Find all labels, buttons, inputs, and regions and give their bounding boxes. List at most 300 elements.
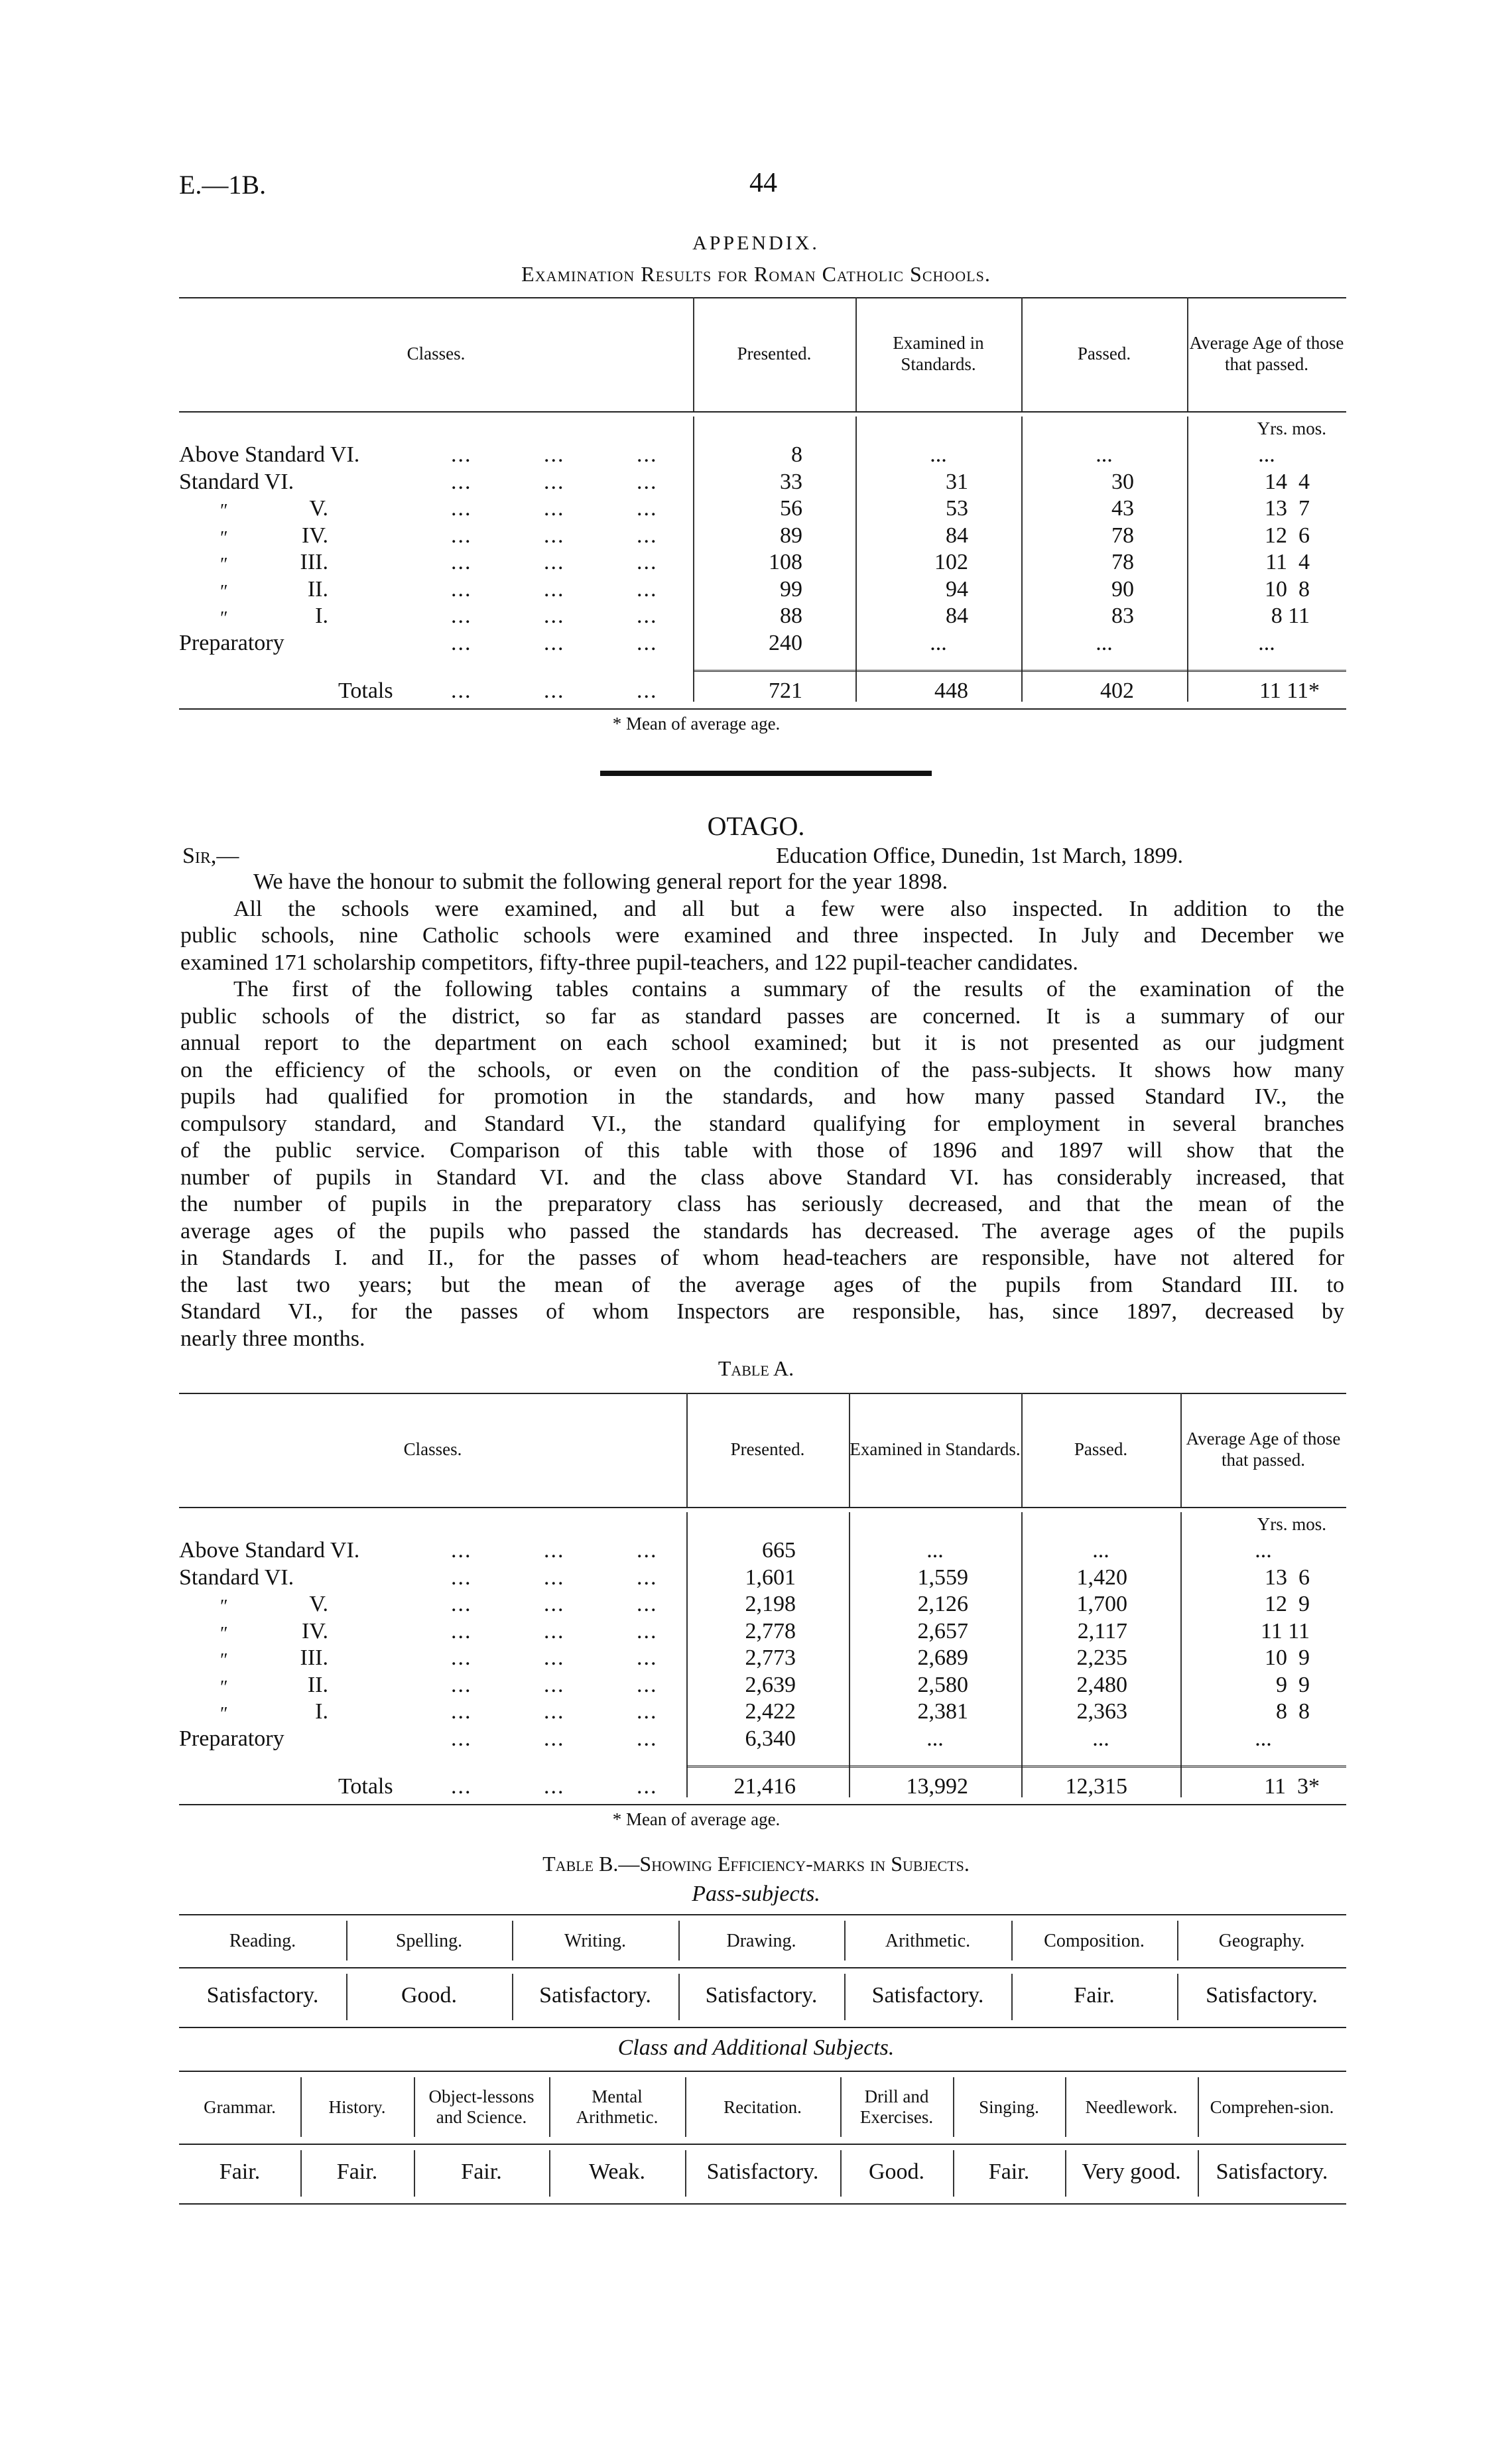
column-header-examined: Examined in Standards. bbox=[893, 333, 984, 374]
column-divider bbox=[678, 1974, 680, 2020]
cell-age: 12 9 bbox=[1265, 1592, 1310, 1616]
salutation: Sir,— bbox=[182, 844, 239, 868]
column-divider bbox=[953, 2077, 954, 2137]
column-header-average-age: Average Age of those that passed. bbox=[1186, 1429, 1341, 1470]
cell-passed: 2,117 bbox=[1077, 1618, 1127, 1643]
paragraph-line: examined 171 scholarship competitors, fifty-three pupil-teachers, and 122 pupil-teacher candidates. bbox=[180, 950, 1078, 975]
report-body bbox=[180, 869, 1344, 1352]
cell-passed: 2,480 bbox=[1076, 1672, 1127, 1697]
footnote: * Mean of average age. bbox=[612, 1809, 781, 1829]
leader-dots: ... bbox=[451, 1565, 472, 1590]
class-label: II. bbox=[307, 1672, 328, 1697]
cell-examined: 2,580 bbox=[917, 1672, 968, 1697]
leader-dots: ... bbox=[544, 1618, 565, 1643]
leader-dots: ... bbox=[637, 576, 658, 602]
efficiency-mark: Satisfactory. bbox=[871, 1983, 984, 2008]
subject-header: Needlework. bbox=[1085, 2096, 1178, 2117]
paragraph-line: compulsory standard, and Standard VI., the standard qualifying for employment in several branches bbox=[180, 1111, 1344, 1136]
cell-age: ... bbox=[1255, 1726, 1272, 1751]
column-divider bbox=[844, 1921, 846, 1961]
column-divider bbox=[685, 2077, 686, 2137]
column-divider bbox=[844, 1974, 846, 2020]
total-passed: 402 bbox=[1100, 678, 1134, 703]
leader-dots: ... bbox=[637, 550, 658, 574]
leader-dots: ... bbox=[637, 604, 658, 628]
column-divider bbox=[849, 1393, 850, 1507]
subject-header: Geography. bbox=[1218, 1930, 1305, 1951]
leader-dots: ... bbox=[637, 630, 658, 655]
cell-passed: 83 bbox=[1111, 604, 1134, 628]
leader-dots: ... bbox=[544, 1699, 565, 1724]
cell-age: 10 8 bbox=[1265, 576, 1310, 602]
totals-label: Totals bbox=[338, 1774, 393, 1799]
column-divider bbox=[1180, 1393, 1182, 1507]
column-divider bbox=[693, 297, 694, 411]
paragraph-line: of the public service. Comparison of this table with those of 1896 and 1897 will show that the bbox=[180, 1138, 1344, 1163]
cell-presented: 6,340 bbox=[745, 1726, 796, 1751]
cell-age: 11 4 bbox=[1265, 550, 1310, 574]
leader-dots: ... bbox=[637, 1618, 658, 1643]
leader-dots: ... bbox=[544, 1774, 565, 1799]
efficiency-mark: Good. bbox=[868, 2159, 925, 2184]
leader-dots: ... bbox=[544, 630, 565, 655]
total-presented: 21,416 bbox=[733, 1774, 796, 1799]
cell-age: 8 11 bbox=[1271, 604, 1310, 628]
cell-age: 10 9 bbox=[1265, 1645, 1310, 1670]
efficiency-mark: Weak. bbox=[588, 2159, 646, 2184]
cell-examined: ... bbox=[926, 1726, 944, 1751]
leader-dots: ... bbox=[451, 550, 472, 574]
subject-header: Drill and Exercises. bbox=[859, 2087, 934, 2127]
class-label: III. bbox=[300, 1645, 328, 1670]
subject-header: Singing. bbox=[979, 2096, 1039, 2117]
efficiency-mark: Satisfactory. bbox=[206, 1983, 319, 2008]
table-row bbox=[179, 1645, 1346, 1671]
class-label: IV. bbox=[302, 1618, 328, 1643]
cell-examined: ... bbox=[930, 442, 947, 467]
header-rule bbox=[179, 1967, 1346, 1968]
subject-header: Recitation. bbox=[724, 2096, 802, 2117]
paragraph-line: annual report to the department on each school examined; but it is not presented as our judgment bbox=[180, 1031, 1344, 1055]
letter-address-date: Education Office, Dunedin, 1st March, 1899. bbox=[776, 844, 1184, 868]
ditto-mark: ″ bbox=[220, 1704, 228, 1724]
class-label: IV. bbox=[302, 523, 328, 548]
leader-dots: ... bbox=[451, 442, 472, 467]
class-label: Preparatory bbox=[179, 1726, 284, 1751]
cell-examined: 84 bbox=[946, 523, 968, 548]
table-top-rule bbox=[179, 1914, 1346, 1915]
total-presented: 721 bbox=[769, 678, 802, 703]
leader-dots: ... bbox=[637, 1726, 658, 1751]
leader-dots: ... bbox=[544, 678, 565, 703]
leader-dots: ... bbox=[451, 630, 472, 655]
subject-header: History. bbox=[328, 2096, 386, 2117]
column-divider bbox=[1198, 2077, 1199, 2137]
leader-dots: ... bbox=[544, 496, 565, 521]
column-divider bbox=[1021, 297, 1023, 411]
cell-presented: 2,198 bbox=[745, 1592, 796, 1616]
ditto-mark: ″ bbox=[220, 1623, 228, 1644]
pass-subjects-heading: Pass-subjects. bbox=[692, 1882, 820, 1906]
cell-presented: 2,639 bbox=[745, 1672, 796, 1697]
class-label: II. bbox=[307, 576, 328, 602]
ditto-mark: ″ bbox=[220, 527, 228, 548]
ditto-mark: ″ bbox=[220, 501, 228, 521]
efficiency-mark: Satisfactory. bbox=[539, 1983, 651, 2008]
leader-dots: ... bbox=[637, 1592, 658, 1616]
paragraph-line: in Standards I. and II., for the passes of whom head-teachers are responsible, have not altered for bbox=[180, 1246, 1344, 1270]
cell-examined: 2,381 bbox=[917, 1699, 968, 1724]
leader-dots: ... bbox=[637, 678, 658, 703]
leader-dots: ... bbox=[637, 1645, 658, 1670]
cell-passed: ... bbox=[1096, 630, 1113, 655]
total-age: 11 3* bbox=[1264, 1774, 1320, 1799]
cell-examined: ... bbox=[926, 1538, 944, 1563]
paragraph-line: All the schools were examined, and all but a few were also inspected. In addition to the bbox=[233, 896, 1344, 921]
column-divider bbox=[1198, 2150, 1199, 2197]
cell-age: 14 4 bbox=[1265, 469, 1310, 494]
column-divider bbox=[840, 2150, 842, 2197]
table-bottom-rule bbox=[179, 708, 1346, 710]
table-row bbox=[179, 1591, 1346, 1618]
totals-rule bbox=[686, 1766, 1346, 1768]
column-divider bbox=[512, 1974, 513, 2020]
cell-presented: 56 bbox=[780, 496, 802, 521]
subject-header: Composition. bbox=[1044, 1930, 1145, 1951]
table-a-title: Table A. bbox=[718, 1356, 794, 1380]
column-header-examined: Examined in Standards. bbox=[850, 1439, 1021, 1459]
efficiency-mark: Fair. bbox=[1074, 1983, 1115, 2008]
leader-dots: ... bbox=[451, 678, 472, 703]
table-row bbox=[179, 1537, 1346, 1564]
cell-age: 11 11 bbox=[1261, 1618, 1310, 1643]
leader-dots: ... bbox=[544, 1538, 565, 1563]
column-divider bbox=[549, 2150, 550, 2197]
column-divider bbox=[346, 1974, 347, 2020]
efficiency-mark: Satisfactory. bbox=[705, 1983, 818, 2008]
leader-dots: ... bbox=[544, 442, 565, 467]
column-divider bbox=[549, 2077, 550, 2137]
cell-passed: ... bbox=[1092, 1538, 1109, 1563]
table-row bbox=[179, 1726, 1346, 1752]
cell-passed: 1,420 bbox=[1076, 1565, 1127, 1590]
column-divider bbox=[300, 2077, 302, 2137]
column-divider bbox=[1177, 1921, 1178, 1961]
subject-header: Arithmetic. bbox=[885, 1930, 971, 1951]
leader-dots: ... bbox=[451, 1774, 472, 1799]
cell-age: 9 9 bbox=[1276, 1672, 1310, 1697]
table-row bbox=[179, 1565, 1346, 1591]
cell-age: 12 6 bbox=[1265, 523, 1310, 548]
totals-label: Totals bbox=[338, 678, 393, 703]
leader-dots: ... bbox=[544, 1672, 565, 1697]
leader-dots: ... bbox=[544, 1565, 565, 1590]
class-label: Above Standard VI. bbox=[179, 442, 360, 467]
leader-dots: ... bbox=[544, 1592, 565, 1616]
table-row bbox=[179, 549, 1346, 576]
cell-examined: 2,126 bbox=[917, 1592, 968, 1616]
column-header-passed: Passed. bbox=[1074, 1439, 1128, 1459]
units-label: Yrs. mos. bbox=[1257, 1514, 1326, 1534]
header-rule bbox=[179, 411, 1346, 413]
class-label: I. bbox=[315, 1699, 328, 1724]
ditto-mark: ″ bbox=[220, 1677, 228, 1698]
table-row bbox=[179, 495, 1346, 522]
cell-examined: 84 bbox=[946, 604, 968, 628]
column-header-classes: Classes. bbox=[403, 1439, 462, 1459]
leader-dots: ... bbox=[451, 576, 472, 602]
ditto-mark: ″ bbox=[220, 554, 228, 575]
paragraph-line: the number of pupils in the preparatory class has seriously decreased, and that the mean of the bbox=[180, 1192, 1344, 1216]
column-divider bbox=[414, 2077, 415, 2137]
table-row bbox=[179, 1672, 1346, 1699]
cell-presented: 1,601 bbox=[745, 1565, 796, 1590]
cell-age: 8 8 bbox=[1276, 1699, 1310, 1724]
paragraph-line: The first of the following tables contains a summary of the results of the examination of the bbox=[233, 977, 1344, 1001]
cell-examined: 1,559 bbox=[917, 1565, 968, 1590]
paragraph-line: nearly three months. bbox=[180, 1326, 365, 1351]
subject-header: Writing. bbox=[564, 1930, 626, 1951]
class-label: V. bbox=[309, 1592, 328, 1616]
cell-examined: 53 bbox=[946, 496, 968, 521]
ditto-mark: ″ bbox=[220, 1596, 228, 1617]
cell-presented: 33 bbox=[780, 469, 802, 494]
paragraph-line: number of pupils in Standard VI. and the class above Standard VI. has considerably increased, that bbox=[180, 1165, 1344, 1190]
table-bottom-rule bbox=[179, 1804, 1346, 1805]
table-row bbox=[179, 630, 1346, 657]
paragraph-line: We have the honour to submit the following general report for the year 1898. bbox=[253, 869, 948, 894]
units-label: Yrs. mos. bbox=[1257, 418, 1326, 438]
leader-dots: ... bbox=[451, 1726, 472, 1751]
column-divider bbox=[840, 2077, 842, 2137]
leader-dots: ... bbox=[451, 1618, 472, 1643]
subject-header: Reading. bbox=[229, 1930, 296, 1951]
subject-header: Object-lessons and Science. bbox=[428, 2087, 535, 2127]
ditto-mark: ″ bbox=[220, 1650, 228, 1671]
cell-passed: 2,363 bbox=[1076, 1699, 1127, 1724]
table-row bbox=[179, 603, 1346, 629]
efficiency-mark: Fair. bbox=[336, 2159, 378, 2184]
appendix-title: Examination Results for Roman Catholic Schools. bbox=[521, 262, 991, 286]
leader-dots: ... bbox=[544, 604, 565, 628]
subject-header: Drawing. bbox=[726, 1930, 796, 1951]
leader-dots: ... bbox=[637, 442, 658, 467]
efficiency-mark: Satisfactory. bbox=[706, 2159, 819, 2184]
leader-dots: ... bbox=[544, 550, 565, 574]
class-label: V. bbox=[309, 496, 328, 521]
column-divider bbox=[414, 2150, 415, 2197]
column-divider bbox=[1021, 1393, 1023, 1507]
column-divider bbox=[685, 2150, 686, 2197]
efficiency-mark: Very good. bbox=[1082, 2159, 1181, 2184]
column-divider bbox=[678, 1921, 680, 1961]
cell-presented: 8 bbox=[791, 442, 802, 467]
cell-age: ... bbox=[1258, 630, 1275, 655]
footnote: * Mean of average age. bbox=[612, 714, 781, 734]
header-rule bbox=[179, 2144, 1346, 2145]
efficiency-mark: Satisfactory. bbox=[1206, 1983, 1318, 2008]
class-label: Standard VI. bbox=[179, 469, 294, 494]
paragraph-line: the last two years; but the mean of the average ages of the pupils from Standard III. to bbox=[180, 1272, 1344, 1297]
class-label: Standard VI. bbox=[179, 1565, 294, 1590]
cell-passed: 2,235 bbox=[1076, 1645, 1127, 1670]
leader-dots: ... bbox=[544, 576, 565, 602]
column-header-presented: Presented. bbox=[730, 1439, 805, 1459]
column-divider bbox=[1177, 1974, 1178, 2020]
leader-dots: ... bbox=[451, 1672, 472, 1697]
column-header-classes: Classes. bbox=[407, 344, 466, 363]
leader-dots: ... bbox=[451, 523, 472, 548]
table-row bbox=[179, 469, 1346, 495]
leader-dots: ... bbox=[637, 1565, 658, 1590]
column-divider bbox=[1011, 1921, 1013, 1961]
leader-dots: ... bbox=[544, 1726, 565, 1751]
cell-passed: ... bbox=[1092, 1726, 1109, 1751]
cell-presented: 89 bbox=[780, 523, 802, 548]
class-subjects-table bbox=[179, 2071, 1346, 2210]
subject-header: Comprehen-sion. bbox=[1210, 2096, 1334, 2117]
totals-rule bbox=[693, 670, 1346, 672]
paragraph-line: average ages of the pupils who passed the standards has decreased. The average ages of the pupils bbox=[180, 1218, 1344, 1244]
leader-dots: ... bbox=[544, 469, 565, 494]
leader-dots: ... bbox=[637, 523, 658, 548]
class-subjects-heading: Class and Additional Subjects. bbox=[617, 2035, 895, 2060]
cell-passed: ... bbox=[1096, 442, 1113, 467]
cell-examined: 94 bbox=[946, 576, 968, 602]
efficiency-mark: Satisfactory. bbox=[1216, 2159, 1328, 2184]
column-header-passed: Passed. bbox=[1077, 344, 1131, 363]
paragraph-line: public schools, nine Catholic schools were examined and three inspected. In July and December we bbox=[180, 923, 1344, 948]
cell-passed: 78 bbox=[1111, 550, 1134, 574]
efficiency-mark: Fair. bbox=[219, 2159, 261, 2184]
class-label: Above Standard VI. bbox=[179, 1538, 360, 1563]
class-label: III. bbox=[300, 550, 328, 574]
cell-passed: 30 bbox=[1111, 469, 1134, 494]
appendix-heading: APPENDIX. bbox=[692, 232, 820, 254]
total-age: 11 11* bbox=[1259, 678, 1320, 703]
table-row bbox=[179, 1699, 1346, 1725]
table-top-rule bbox=[179, 297, 1346, 298]
class-label: I. bbox=[315, 604, 328, 628]
header-rule bbox=[179, 1507, 1346, 1508]
cell-examined: 31 bbox=[946, 469, 968, 494]
cell-age: ... bbox=[1255, 1538, 1272, 1563]
class-label: Preparatory bbox=[179, 630, 284, 655]
column-divider bbox=[686, 1393, 688, 1507]
column-divider bbox=[346, 1921, 347, 1961]
paragraph-line: public schools of the district, so far as standard passes are concerned. It is a summary of our bbox=[180, 1003, 1344, 1029]
table-top-rule bbox=[179, 1393, 1346, 1394]
cell-presented: 88 bbox=[780, 604, 802, 628]
page-reference: E.—1B. bbox=[179, 170, 267, 200]
leader-dots: ... bbox=[451, 604, 472, 628]
leader-dots: ... bbox=[637, 1538, 658, 1563]
table-bottom-rule bbox=[179, 2027, 1346, 2028]
ditto-mark: ″ bbox=[220, 608, 228, 629]
ditto-mark: ″ bbox=[220, 581, 228, 602]
leader-dots: ... bbox=[451, 1538, 472, 1563]
leader-dots: ... bbox=[637, 469, 658, 494]
cell-age: 13 6 bbox=[1265, 1565, 1310, 1590]
efficiency-mark: Good. bbox=[401, 1983, 458, 2008]
cell-presented: 2,422 bbox=[745, 1699, 796, 1724]
table-row bbox=[179, 1618, 1346, 1645]
rc-schools-table bbox=[179, 297, 1346, 735]
cell-presented: 240 bbox=[769, 630, 802, 655]
leader-dots: ... bbox=[637, 1699, 658, 1724]
table-row bbox=[179, 576, 1346, 603]
column-divider bbox=[300, 2150, 302, 2197]
table-row bbox=[179, 523, 1346, 549]
column-divider bbox=[1187, 297, 1188, 411]
subject-header: Spelling. bbox=[395, 1930, 463, 1951]
page-number: 44 bbox=[749, 168, 777, 198]
column-divider bbox=[1065, 2077, 1066, 2137]
table-bottom-rule bbox=[179, 2203, 1346, 2205]
subject-header: Mental Arithmetic. bbox=[576, 2087, 659, 2127]
cell-age: 13 7 bbox=[1265, 496, 1310, 521]
leader-dots: ... bbox=[451, 496, 472, 521]
column-divider bbox=[512, 1921, 513, 1961]
table-row bbox=[179, 442, 1346, 468]
pass-subjects-table bbox=[179, 1914, 1346, 2030]
table-top-rule bbox=[179, 2071, 1346, 2072]
leader-dots: ... bbox=[544, 1645, 565, 1670]
cell-examined: 102 bbox=[934, 550, 968, 574]
column-divider bbox=[953, 2150, 954, 2197]
cell-passed: 78 bbox=[1111, 523, 1134, 548]
column-divider bbox=[1011, 1974, 1013, 2020]
cell-age: ... bbox=[1258, 442, 1275, 467]
table-b-title: Table B.—Showing Efficiency-marks in Subjects. bbox=[542, 1852, 970, 1876]
cell-passed: 1,700 bbox=[1076, 1592, 1127, 1616]
leader-dots: ... bbox=[451, 1592, 472, 1616]
cell-presented: 108 bbox=[769, 550, 802, 574]
cell-passed: 90 bbox=[1111, 576, 1134, 602]
total-passed: 12,315 bbox=[1065, 1774, 1127, 1799]
leader-dots: ... bbox=[451, 1645, 472, 1670]
column-header-average-age: Average Age of those that passed. bbox=[1189, 333, 1344, 374]
total-examined: 448 bbox=[934, 678, 968, 703]
cell-presented: 2,778 bbox=[745, 1618, 796, 1643]
cell-examined: 2,657 bbox=[917, 1618, 968, 1643]
cell-presented: 99 bbox=[780, 576, 802, 602]
efficiency-mark: Fair. bbox=[988, 2159, 1030, 2184]
cell-examined: 2,689 bbox=[917, 1645, 968, 1670]
section-divider bbox=[600, 771, 932, 776]
cell-passed: 43 bbox=[1111, 496, 1134, 521]
table-a bbox=[179, 1393, 1346, 1829]
paragraph-line: Standard VI., for the passes of whom Inspectors are responsible, has, since 1897, decreased by bbox=[180, 1299, 1344, 1324]
otago-heading: OTAGO. bbox=[707, 811, 805, 841]
efficiency-mark: Fair. bbox=[461, 2159, 502, 2184]
leader-dots: ... bbox=[451, 1699, 472, 1724]
subject-header: Grammar. bbox=[204, 2096, 276, 2117]
cell-presented: 2,773 bbox=[745, 1645, 796, 1670]
column-header-presented: Presented. bbox=[737, 344, 812, 363]
cell-presented: 665 bbox=[762, 1538, 796, 1563]
leader-dots: ... bbox=[637, 1672, 658, 1697]
total-examined: 13,992 bbox=[906, 1774, 968, 1799]
column-divider bbox=[855, 297, 857, 411]
leader-dots: ... bbox=[544, 523, 565, 548]
cell-examined: ... bbox=[930, 630, 947, 655]
leader-dots: ... bbox=[451, 469, 472, 494]
paragraph-line: on the efficiency of the schools, or even on the condition of the pass-subjects. It shows how many bbox=[180, 1057, 1344, 1082]
column-divider bbox=[1065, 2150, 1066, 2197]
paragraph-line: pupils had qualified for promotion in the standards, and how many passed Standard IV., the bbox=[180, 1084, 1344, 1109]
leader-dots: ... bbox=[637, 496, 658, 521]
